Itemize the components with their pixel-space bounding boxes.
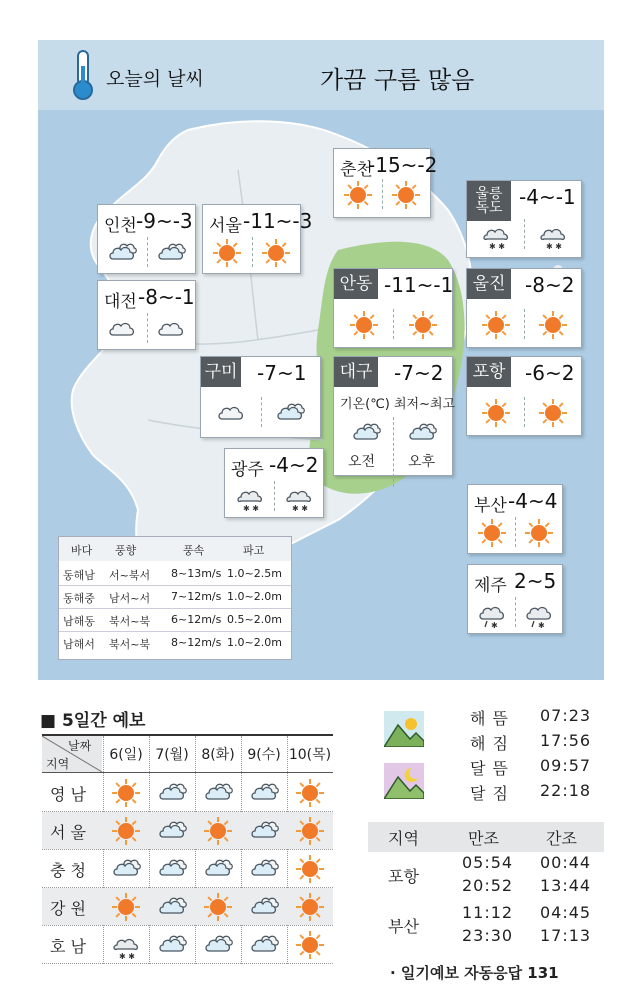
marine-cell: 남해동	[63, 615, 95, 628]
partly-cloudy-icon	[274, 397, 306, 429]
rain-snow-icon	[476, 597, 508, 629]
city-box-12	[467, 484, 563, 554]
sunny-icon	[202, 891, 234, 923]
marine-row-divider	[59, 608, 291, 609]
svg-text:✱: ✱	[491, 621, 498, 629]
city-name: 대전	[104, 292, 137, 312]
partly-cloudy-icon	[248, 929, 280, 961]
marine-row-divider	[59, 585, 291, 586]
marine-cell: 동해중	[63, 592, 95, 605]
fc-day-header: 8(화)	[201, 747, 235, 763]
moonrise-mountain-icon	[384, 763, 424, 799]
city-temp-range: -11~-3	[243, 209, 313, 233]
fc-col-divider	[287, 736, 288, 964]
tide-low-time: 04:45	[540, 903, 592, 922]
marine-cell: 남해서	[63, 638, 95, 651]
partly-cloudy-icon	[156, 777, 188, 809]
marine-table-header	[59, 537, 291, 561]
partly-cloudy-icon	[350, 417, 382, 449]
city-box-1	[333, 148, 438, 218]
temp-legend-label: 기온(℃) 최저~최고	[340, 397, 456, 412]
fc-day-header: 9(수)	[247, 747, 281, 763]
icon-divider	[382, 179, 383, 209]
icon-divider	[515, 597, 516, 627]
sunny-icon	[537, 397, 569, 429]
fc-region-label: 강 원	[50, 899, 86, 918]
marine-cell: 7~12m/s	[171, 590, 222, 603]
partly-cloudy-icon	[202, 929, 234, 961]
tide-low-time: 17:13	[540, 926, 592, 945]
city-name: 광주	[231, 460, 264, 480]
city-box-7	[466, 268, 582, 348]
pm-label: 오후	[408, 454, 436, 470]
sunny-icon	[476, 517, 508, 549]
icon-divider	[274, 481, 275, 511]
fc-col-divider	[149, 736, 150, 964]
partly-cloudy-icon	[156, 853, 188, 885]
snow-cloud-icon	[110, 929, 142, 961]
partly-cloudy-icon	[155, 237, 187, 269]
fc-region-label: 서 울	[50, 823, 86, 842]
tide-header: 만조	[468, 829, 499, 848]
marine-cell: 1.0~2.0m	[227, 636, 282, 649]
fc-col-divider	[195, 736, 196, 964]
fc-header-border	[42, 772, 333, 773]
marine-cell: 동해남	[63, 569, 95, 582]
partly-cloudy-icon	[248, 853, 280, 885]
sun-moon-label: 해 짐	[470, 734, 509, 753]
city-box-13	[467, 564, 563, 634]
sunny-icon	[110, 815, 142, 847]
am-label: 오전	[348, 454, 376, 470]
snow-cloud-icon	[537, 219, 569, 251]
city-box-4	[466, 180, 582, 258]
sunrise-mountain-icon	[384, 711, 424, 747]
sunny-icon	[294, 929, 326, 961]
city-box-3	[202, 204, 313, 274]
sunny-icon	[294, 815, 326, 847]
sunny-icon	[342, 179, 374, 211]
cloudy-icon	[215, 397, 247, 429]
sunny-icon	[390, 179, 422, 211]
city-box-11	[224, 448, 324, 518]
fc-corner	[42, 736, 102, 772]
marine-cell: 6~12m/s	[171, 613, 222, 626]
city-name: 제주	[474, 576, 507, 596]
rain-snow-icon	[523, 597, 555, 629]
city-temp-range: -15~-2	[368, 153, 438, 177]
tide-high-time: 11:12	[462, 903, 514, 922]
fc-region-label: 호 남	[50, 937, 86, 956]
fc-row-divider	[42, 925, 333, 926]
city-name: 춘천	[340, 160, 373, 180]
tide-low-time: 13:44	[540, 876, 592, 895]
icon-divider	[524, 309, 525, 339]
partly-cloudy-icon	[248, 891, 280, 923]
fc-col-divider	[241, 736, 242, 964]
partly-cloudy-icon	[406, 417, 438, 449]
city-temp-range: -4~4	[508, 489, 558, 513]
marine-cell: 8~13m/s	[171, 567, 222, 580]
sun-moon-time: 17:56	[540, 731, 592, 750]
svg-text:✱ ✱: ✱ ✱	[243, 504, 259, 513]
city-temp-range: -4~2	[269, 453, 319, 477]
sunny-icon	[294, 777, 326, 809]
city-temp-range: -9~-3	[136, 209, 193, 233]
tide-region: 부산	[388, 917, 419, 936]
snow-cloud-icon	[480, 219, 512, 251]
snow-cloud-icon	[283, 481, 315, 513]
tide-header: 지역	[388, 829, 419, 848]
weather-summary: 가끔 구름 많음	[320, 66, 475, 94]
tide-high-time: 05:54	[462, 853, 514, 872]
tide-high-time: 23:30	[462, 926, 514, 945]
city-box-8	[200, 356, 321, 438]
fc-day-header: 7(월)	[155, 747, 189, 763]
marine-cell: 1.0~2.0m	[227, 590, 282, 603]
marine-header-1: 풍향	[115, 544, 137, 557]
city-temp-range: -8~2	[525, 273, 575, 297]
sunny-icon	[480, 397, 512, 429]
city-temp-range: -8~-1	[138, 285, 195, 309]
sunny-icon	[407, 309, 439, 341]
partly-cloudy-icon	[248, 815, 280, 847]
marine-cell: 서~북서	[109, 569, 151, 582]
partly-cloudy-icon	[110, 853, 142, 885]
icon-divider	[515, 517, 516, 547]
sunny-icon	[202, 815, 234, 847]
marine-cell: 8~12m/s	[171, 636, 222, 649]
partly-cloudy-icon	[156, 929, 188, 961]
sunny-icon	[260, 237, 292, 269]
sun-moon-label: 달 뜸	[470, 759, 509, 778]
city-temp-range: -6~2	[525, 361, 575, 385]
partly-cloudy-icon	[202, 853, 234, 885]
svg-text:✱: ✱	[538, 621, 545, 629]
fc-region-label: 충 청	[50, 861, 86, 880]
svg-text:✱ ✱: ✱ ✱	[546, 242, 562, 251]
city-box-2	[97, 204, 196, 274]
fc-corner-region-label: 지역	[46, 757, 70, 771]
city-temp-range: -7~1	[257, 361, 307, 385]
sunny-icon	[294, 891, 326, 923]
fc-col-divider	[103, 736, 104, 964]
city-box-5	[97, 280, 196, 350]
sunny-icon	[110, 891, 142, 923]
sunny-icon	[348, 309, 380, 341]
partly-cloudy-icon	[202, 777, 234, 809]
sunny-icon	[110, 777, 142, 809]
city-name-line2: 독도	[475, 200, 503, 216]
icon-divider	[261, 397, 262, 427]
icon-divider	[147, 237, 148, 267]
icon-divider	[393, 417, 394, 487]
cloudy-icon	[106, 313, 138, 345]
sun-moon-label: 해 뜸	[470, 709, 509, 728]
icon-divider	[524, 219, 525, 249]
city-name-tag: 울진	[467, 269, 511, 299]
sunny-icon	[480, 309, 512, 341]
sun-moon-time: 07:23	[540, 706, 592, 725]
marine-cell: 1.0~2.5m	[227, 567, 282, 580]
city-name: 부산	[474, 496, 507, 516]
city-name-tag: 대구	[334, 357, 378, 387]
city-temp-range: -7~2	[394, 361, 444, 385]
tide-low-time: 00:44	[540, 853, 592, 872]
sunny-icon	[537, 309, 569, 341]
city-temp-range: -11~-1	[384, 273, 454, 297]
marine-cell: 북서~북	[109, 615, 151, 628]
sunny-icon	[211, 237, 243, 269]
fc-row-divider	[42, 963, 333, 964]
fc-day-header: 10(목)	[288, 747, 332, 763]
partly-cloudy-icon	[106, 237, 138, 269]
marine-cell: 남서~서	[109, 592, 151, 605]
city-name-tag: 포항	[467, 357, 511, 387]
forecast-phone-service: · 일기예보 자동응답 131	[390, 964, 559, 982]
city-box-9	[333, 356, 456, 476]
city-name: 서울	[209, 216, 242, 236]
svg-text:✱ ✱: ✱ ✱	[292, 504, 308, 513]
fc-corner-date-label: 날짜	[68, 739, 92, 753]
marine-cell: 0.5~2.0m	[227, 613, 282, 626]
marine-forecast-table	[58, 536, 292, 660]
icon-divider	[252, 237, 253, 267]
thermometer-icon	[68, 48, 98, 102]
fc-region-label: 영 남	[50, 785, 86, 804]
svg-text:✱ ✱: ✱ ✱	[119, 952, 135, 961]
cloudy-icon	[155, 313, 187, 345]
fc-day-header: 6(일)	[109, 747, 143, 763]
marine-cell: 북서~북	[109, 638, 151, 651]
city-temp-range: -4~-1	[519, 185, 576, 209]
sunny-icon	[294, 853, 326, 885]
marine-header-2: 풍속	[183, 544, 205, 557]
partly-cloudy-icon	[248, 777, 280, 809]
svg-text:✱ ✱: ✱ ✱	[489, 242, 505, 251]
icon-divider	[147, 313, 148, 343]
partly-cloudy-icon	[156, 891, 188, 923]
city-temp-range: 2~5	[514, 569, 557, 593]
city-name-tag: 안동	[334, 269, 378, 299]
tide-high-time: 20:52	[462, 876, 514, 895]
city-box-6	[333, 268, 453, 348]
icon-divider	[393, 309, 394, 339]
tide-header: 간조	[546, 829, 577, 848]
marine-header-0: 바다	[71, 544, 93, 557]
city-name-tag: 구미	[201, 357, 241, 387]
five-day-forecast-table	[42, 734, 333, 964]
city-name-tag	[467, 181, 511, 221]
five-day-forecast-title: ■ 5일간 예보	[40, 711, 146, 731]
sun-moon-time: 09:57	[540, 756, 592, 775]
sun-moon-label: 달 짐	[470, 784, 509, 803]
city-name-line1: 울릉	[475, 186, 503, 202]
marine-header-3: 파고	[243, 544, 265, 557]
page-title: 오늘의 날씨	[106, 68, 204, 90]
partly-cloudy-icon	[156, 815, 188, 847]
snow-cloud-icon	[234, 481, 266, 513]
sunny-icon	[523, 517, 555, 549]
tide-region: 포항	[388, 867, 419, 886]
fc-row-divider	[42, 849, 333, 850]
icon-divider	[524, 397, 525, 427]
sun-moon-time: 22:18	[540, 781, 592, 800]
city-box-10	[466, 356, 582, 436]
marine-row-divider	[59, 631, 291, 632]
city-name: 인천	[104, 216, 137, 236]
